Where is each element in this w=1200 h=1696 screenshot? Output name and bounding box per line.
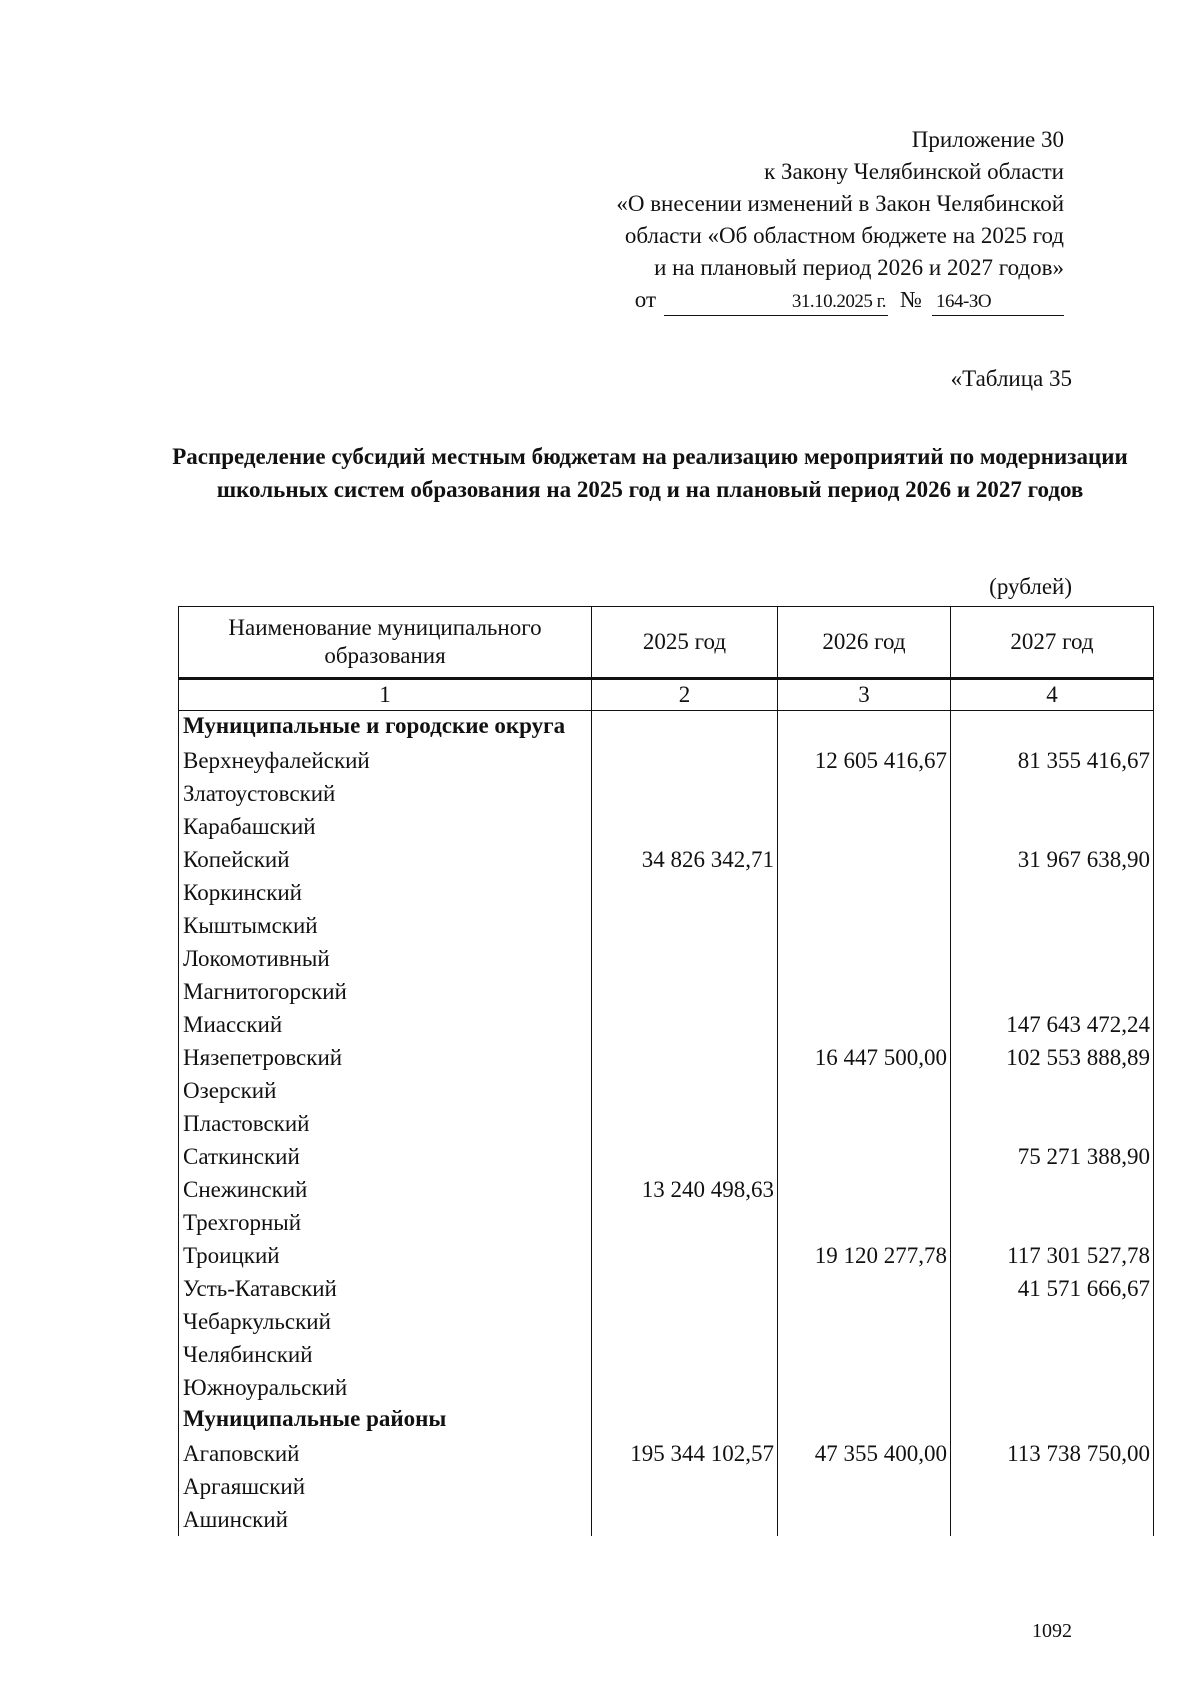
municipality-name: Аргаяшский — [179, 1470, 592, 1503]
value-2026: 47 355 400,00 — [778, 1437, 951, 1470]
value-2026 — [778, 1503, 951, 1536]
value-2027 — [951, 909, 1154, 942]
municipality-name: Ашинский — [179, 1503, 592, 1536]
value-2025 — [592, 1206, 778, 1239]
value-2025 — [592, 1140, 778, 1173]
value-2025 — [592, 1470, 778, 1503]
value-2025 — [592, 711, 778, 745]
municipality-name: Магнитогорский — [179, 975, 592, 1008]
header-row — [179, 607, 1154, 679]
value-2026 — [778, 1074, 951, 1107]
value-2025 — [592, 1404, 778, 1437]
municipality-name: Усть-Катавский — [179, 1272, 592, 1305]
value-2025 — [592, 1074, 778, 1107]
value-2025 — [592, 810, 778, 843]
municipality-name: Саткинский — [179, 1140, 592, 1173]
group-row — [179, 711, 1154, 745]
value-2026: 12 605 416,67 — [778, 744, 951, 777]
municipality-name: Копейский — [179, 843, 592, 876]
units-label: (рублей) — [989, 574, 1072, 599]
table-row — [179, 1470, 1154, 1503]
municipality-name: Чебаркульский — [179, 1305, 592, 1338]
value-2027 — [951, 1371, 1154, 1404]
document-title: Распределение субсидий местным бюджетам на реализацию мероприятий по модернизации школьных систем образования на 2025 год и на плановый период 2026 и 2027 годов — [172, 444, 1128, 502]
value-2027 — [951, 1470, 1154, 1503]
value-2027 — [951, 810, 1154, 843]
header-2026: 2026 год — [778, 607, 951, 679]
municipality-name: Локомотивный — [179, 942, 592, 975]
value-2027: 41 571 666,67 — [951, 1272, 1154, 1305]
group-row — [179, 1404, 1154, 1437]
value-2026: 19 120 277,78 — [778, 1239, 951, 1272]
table-row — [179, 1272, 1154, 1305]
value-2026 — [778, 1371, 951, 1404]
value-2025 — [592, 744, 778, 777]
appendix-block — [616, 124, 1064, 316]
value-2026 — [778, 1338, 951, 1371]
value-2027 — [951, 1404, 1154, 1437]
value-2027 — [951, 1338, 1154, 1371]
value-2027 — [951, 1206, 1154, 1239]
value-2027 — [951, 1503, 1154, 1536]
value-2027: 147 643 472,24 — [951, 1008, 1154, 1041]
municipality-name: Троицкий — [179, 1239, 592, 1272]
from-label: от — [634, 287, 657, 312]
value-2026 — [778, 909, 951, 942]
municipality-name: Муниципальные и городские округа — [179, 711, 592, 745]
value-2027: 75 271 388,90 — [951, 1140, 1154, 1173]
value-2025 — [592, 1008, 778, 1041]
municipality-name: Карабашский — [179, 810, 592, 843]
value-2026 — [778, 942, 951, 975]
municipality-name: Кыштымский — [179, 909, 592, 942]
appendix-line-5: и на плановый период 2026 и 2027 годов» — [654, 255, 1064, 280]
value-2027: 102 553 888,89 — [951, 1041, 1154, 1074]
table-row — [179, 1008, 1154, 1041]
value-2025 — [592, 1371, 778, 1404]
municipality-name: Пластовский — [179, 1107, 592, 1140]
value-2025 — [592, 975, 778, 1008]
municipality-name: Челябинский — [179, 1338, 592, 1371]
value-2025 — [592, 1041, 778, 1074]
value-2027 — [951, 942, 1154, 975]
number-label: № — [900, 287, 922, 312]
municipality-name: Снежинский — [179, 1173, 592, 1206]
value-2027 — [951, 876, 1154, 909]
table-row — [179, 909, 1154, 942]
table-row — [179, 1371, 1154, 1404]
value-2027: 113 738 750,00 — [951, 1437, 1154, 1470]
law-date-line — [616, 284, 1064, 316]
municipality-name: Коркинский — [179, 876, 592, 909]
value-2027 — [951, 1107, 1154, 1140]
value-2025: 13 240 498,63 — [592, 1173, 778, 1206]
value-2026 — [778, 1272, 951, 1305]
table-row — [179, 1338, 1154, 1371]
value-2026 — [778, 975, 951, 1008]
value-2026: 16 447 500,00 — [778, 1041, 951, 1074]
appendix-line-2: к Закону Челябинской области — [764, 159, 1064, 184]
value-2026 — [778, 843, 951, 876]
municipality-name: Трехгорный — [179, 1206, 592, 1239]
header-2025: 2025 год — [592, 607, 778, 679]
table-row — [179, 1107, 1154, 1140]
municipality-name: Миасский — [179, 1008, 592, 1041]
value-2026 — [778, 777, 951, 810]
value-2027: 31 967 638,90 — [951, 843, 1154, 876]
value-2026 — [778, 810, 951, 843]
value-2026 — [778, 1305, 951, 1338]
table-row — [179, 1305, 1154, 1338]
value-2026 — [778, 1470, 951, 1503]
value-2026 — [778, 1140, 951, 1173]
table-row — [179, 942, 1154, 975]
table-row — [179, 777, 1154, 810]
value-2026 — [778, 1107, 951, 1140]
table-row — [179, 1041, 1154, 1074]
value-2027: 117 301 527,78 — [951, 1239, 1154, 1272]
value-2026 — [778, 711, 951, 745]
table-row — [179, 810, 1154, 843]
value-2026 — [778, 1008, 951, 1041]
law-date: 31.10.2025 г. — [664, 289, 888, 316]
value-2025 — [592, 1239, 778, 1272]
law-number: 164-ЗО — [932, 289, 1064, 316]
column-number: 1 — [179, 679, 592, 711]
subsidy-table — [178, 606, 1154, 1536]
table-row — [179, 1437, 1154, 1470]
value-2025 — [592, 1272, 778, 1305]
municipality-name: Озерский — [179, 1074, 592, 1107]
column-number: 4 — [951, 679, 1154, 711]
table-row — [179, 1074, 1154, 1107]
value-2025 — [592, 876, 778, 909]
appendix-line-4: области «Об областном бюджете на 2025 год — [624, 223, 1064, 248]
value-2025 — [592, 942, 778, 975]
table-row — [179, 1503, 1154, 1536]
appendix-line-1: Приложение 30 — [911, 127, 1064, 152]
value-2027 — [951, 975, 1154, 1008]
table-row — [179, 1173, 1154, 1206]
value-2025 — [592, 777, 778, 810]
appendix-line-3: «О внесении изменений в Закон Челябинской — [616, 191, 1064, 216]
value-2025 — [592, 1503, 778, 1536]
table-row — [179, 1206, 1154, 1239]
value-2027 — [951, 1305, 1154, 1338]
municipality-name: Верхнеуфалейский — [179, 744, 592, 777]
value-2025: 34 826 342,71 — [592, 843, 778, 876]
value-2027 — [951, 1074, 1154, 1107]
value-2026 — [778, 1206, 951, 1239]
table-row — [179, 744, 1154, 777]
table-caption: «Таблица 35 — [950, 366, 1072, 391]
value-2027 — [951, 1173, 1154, 1206]
header-2027: 2027 год — [951, 607, 1154, 679]
column-number: 3 — [778, 679, 951, 711]
value-2027 — [951, 711, 1154, 745]
value-2027 — [951, 777, 1154, 810]
value-2026 — [778, 1404, 951, 1437]
table-row — [179, 975, 1154, 1008]
value-2026 — [778, 1173, 951, 1206]
header-municipality: Наименование муниципального образования — [179, 607, 592, 679]
column-number: 2 — [592, 679, 778, 711]
table-row — [179, 1239, 1154, 1272]
municipality-name: Южноуральский — [179, 1371, 592, 1404]
table-row — [179, 1140, 1154, 1173]
municipality-name: Златоустовский — [179, 777, 592, 810]
municipality-name: Нязепетровский — [179, 1041, 592, 1074]
table-row — [179, 843, 1154, 876]
value-2025 — [592, 909, 778, 942]
municipality-name: Муниципальные районы — [179, 1404, 592, 1437]
column-number-row — [179, 679, 1154, 711]
value-2025: 195 344 102,57 — [592, 1437, 778, 1470]
value-2025 — [592, 1305, 778, 1338]
value-2025 — [592, 1338, 778, 1371]
page-number: 1092 — [1032, 1620, 1072, 1642]
table-row — [179, 876, 1154, 909]
value-2026 — [778, 876, 951, 909]
value-2027: 81 355 416,67 — [951, 744, 1154, 777]
municipality-name: Агаповский — [179, 1437, 592, 1470]
value-2025 — [592, 1107, 778, 1140]
